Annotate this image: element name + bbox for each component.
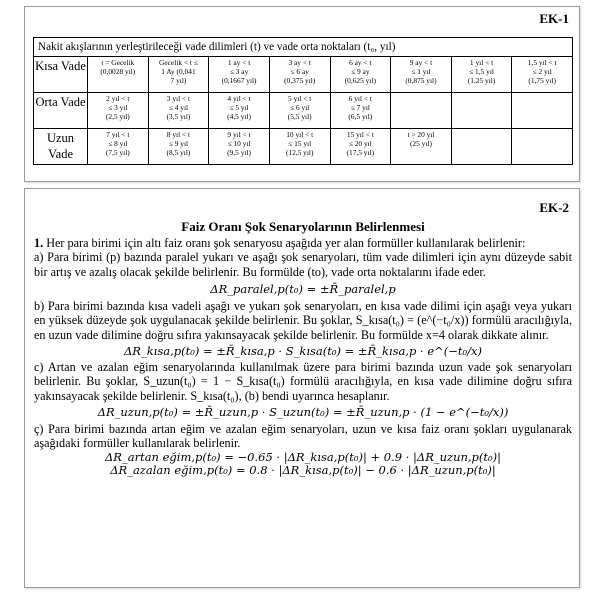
annex-2-body <box>34 220 572 477</box>
cell-line: 15 yıl < t <box>346 130 374 139</box>
row-header: Uzun Vade <box>34 129 88 165</box>
cell-line: ≤ 10 yıl <box>227 139 251 148</box>
maturity-bucket-cell <box>269 57 330 93</box>
formula-short: ΔR_kısa,p(t₀) = ±R̄_kısa,p · S_kısa(t₀) = ±R̄_kısa,p · e^(−t₀/x) <box>124 344 482 358</box>
cell-line: ≤ 9 ay <box>351 67 370 76</box>
paragraph-c: c) Artan ve azalan eğim senaryolarında kullanılmak üzere para birimi bazında uzun vade şok senaryoları belirlenir. Bu şoklar, S_uzun(t₀) = 1 − S_kısa(t₀) formülü aracılığıyla, en kısa vade dilimine doğru sıfıra yakınsayacak şekilde belirlenir. S_kısa(t₀), (b) bendi uyarınca hesaplanır. <box>34 359 572 403</box>
cell-line: 2 yıl < t <box>106 94 130 103</box>
formula-parallel: ΔR_paralel,p(t₀) = ±R̄_paralel,p <box>210 282 396 296</box>
maturity-bucket-cell <box>451 57 512 93</box>
table-row <box>34 57 573 93</box>
maturity-bucket-cell <box>391 129 452 165</box>
maturity-bucket-cell <box>148 93 209 129</box>
maturity-buckets-table <box>33 37 573 165</box>
maturity-bucket-cell <box>512 57 573 93</box>
cell-line: ≤ 7 yıl <box>350 103 370 112</box>
paragraph-d: ç) Para birimi bazında artan eğim ve azalan eğim senaryoları, uzun ve kısa faiz oranı şokları uygulanarak aşağıdaki formüller kullanılarak belirlenir. <box>34 421 572 450</box>
empty-cell <box>391 93 452 129</box>
cell-line: 4 yıl < t <box>227 94 251 103</box>
table-row <box>34 129 573 165</box>
cell-line: (0,1667 yıl) <box>221 76 257 85</box>
row-header: Kısa Vade <box>34 57 88 93</box>
cell-line: (7,5 yıl) <box>105 148 130 157</box>
cell-line: ≤ 3 ay <box>229 67 249 76</box>
annex-2-page <box>24 188 580 588</box>
cell-line: (0,375 yıl) <box>284 76 316 85</box>
cell-line: 1,5 yıl < t <box>527 58 557 67</box>
cell-line: 1 ay < t <box>227 58 251 67</box>
maturity-bucket-cell <box>209 129 270 165</box>
cell-line: (1,75 yıl) <box>528 76 556 85</box>
annex-1-page <box>24 6 580 182</box>
cell-line: 3 yıl < t <box>166 94 191 103</box>
empty-cell <box>451 93 512 129</box>
cell-line: (25 yıl) <box>409 139 432 148</box>
cell-line: 1 yıl < t <box>469 58 494 67</box>
maturity-bucket-cell <box>88 129 149 165</box>
cell-line: 6 yıl < t <box>348 94 372 103</box>
formula-flattener: ΔR_azalan eğim,p(t₀) = 0.8 · |ΔR_kısa,p(t₀)| − 0.6 · |ΔR_uzun,p(t₀)| <box>110 462 496 477</box>
cell-line: Gecelik < t ≤ <box>159 58 198 67</box>
table-caption: Nakit akışlarının yerleştirileceği vade dilimleri (t) ve vade orta noktaları (t₀, yıl) <box>34 38 573 57</box>
maturity-bucket-cell <box>148 57 209 93</box>
maturity-bucket-cell <box>148 129 209 165</box>
cell-line: 3 ay < t <box>288 58 311 67</box>
maturity-bucket-cell <box>209 93 270 129</box>
table-row <box>34 93 573 129</box>
cell-line: t > 20 yıl <box>407 130 435 139</box>
formula-steepener: ΔR_artan eğim,p(t₀) = −0.65 · |ΔR_kısa,p(t₀)| + 0.9 · |ΔR_uzun,p(t₀)| <box>105 449 501 464</box>
cell-line: (17,5 yıl) <box>346 148 375 157</box>
cell-line: (5,5 yıl) <box>287 112 312 121</box>
cell-line: ≤ 8 yıl <box>108 139 128 148</box>
cell-line: (12,5 yıl) <box>285 148 314 157</box>
cell-line: (9,5 yıl) <box>227 148 251 157</box>
cell-line: (8,5 yıl) <box>166 148 191 157</box>
maturity-bucket-cell <box>88 57 149 93</box>
maturity-bucket-cell <box>269 129 330 165</box>
cell-line: (1,25 yıl) <box>467 76 496 85</box>
cell-line: ≤ 20 yıl <box>348 139 372 148</box>
cell-line: (3,5 yıl) <box>166 112 191 121</box>
cell-line: (0,0028 yıl) <box>100 67 136 76</box>
cell-line: 5 yıl < t <box>288 94 312 103</box>
empty-cell <box>451 129 512 165</box>
section-title: Faiz Oranı Şok Senaryolarının Belirlenmesi <box>181 219 425 234</box>
cell-line: ≤ 5 yıl <box>229 103 249 112</box>
cell-line: 9 yıl < t <box>227 130 251 139</box>
maturity-bucket-cell <box>391 57 452 93</box>
maturity-bucket-cell <box>330 57 391 93</box>
formula-long: ΔR_uzun,p(t₀) = ±R̄_uzun,p · S_uzun(t₀) = ±R̄_uzun,p · (1 − e^(−t₀/x)) <box>97 405 509 419</box>
cell-line: 6 ay < t <box>349 58 372 67</box>
cell-line: (4,5 yıl) <box>227 112 251 121</box>
cell-line: ≤ 1,5 yıl <box>469 67 494 76</box>
cell-line: ≤ 9 yıl <box>168 139 189 148</box>
cell-line: ≤ 3 yıl <box>108 103 128 112</box>
cell-line: 8 yıl < t <box>166 130 191 139</box>
cell-line: 10 yıl < t <box>286 130 314 139</box>
cell-line: (6,5 yıl) <box>348 112 373 121</box>
paragraph-b: b) Para birimi bazında kısa vadeli aşağı ve yukarı şok senaryoları, en kısa vade dilimi için aşağı veya yukarı en yüksek düzeyde şok uygulanacak şekilde belirlenir. Bu şoklar, S_kısa(t₀) = (e^(−t₀/x)) formülü aracılığıyla, en uzun vade dilimine doğru sıfıra yakınsayacak şekilde belirlenir. Bu formülde x=4 olarak dikkate alınır. <box>34 298 572 342</box>
cell-line: (0,875 yıl) <box>405 76 437 85</box>
maturity-bucket-cell <box>209 57 270 93</box>
cell-line: ≤ 4 yıl <box>168 103 189 112</box>
paragraph-1: 1. Her para birimi için altı faiz oranı şok senaryosu aşağıda yer alan formüller kullanılarak belirlenir: <box>34 235 526 250</box>
cell-line: (2,5 yıl) <box>105 112 130 121</box>
paragraph-number: 1. <box>34 235 44 250</box>
annex-label: EK-1 <box>539 11 569 26</box>
row-header: Orta Vade <box>34 93 88 129</box>
cell-line: t = Gecelik <box>101 58 135 67</box>
maturity-bucket-cell <box>330 129 391 165</box>
cell-line: (0,625 yıl) <box>344 76 376 85</box>
cell-line: ≤ 6 yıl <box>290 103 310 112</box>
cell-line: 7 yıl) <box>170 76 187 85</box>
empty-cell <box>512 93 573 129</box>
cell-line: 1 Ay (0,041 <box>161 67 196 76</box>
empty-cell <box>512 129 573 165</box>
cell-line: ≤ 2 yıl <box>532 67 552 76</box>
cell-line: ≤ 15 yıl <box>288 139 312 148</box>
cell-line: ≤ 1 yıl <box>411 67 431 76</box>
maturity-bucket-cell <box>330 93 391 129</box>
maturity-bucket-cell <box>88 93 149 129</box>
paragraph-a: a) Para birimi (p) bazında paralel yukarı ve aşağı şok senaryoları, tüm vade dilimleri için aynı düzeyde sabit bir artış ve azalış olacak şekilde belirlenir. Bu formülde (to), vade orta noktalarını ifade eder. <box>34 250 572 279</box>
cell-line: ≤ 6 ay <box>290 67 309 76</box>
maturity-bucket-cell <box>269 93 330 129</box>
cell-line: 9 ay < t <box>409 58 433 67</box>
cell-line: 7 yıl < t <box>106 130 130 139</box>
annex-label: EK-2 <box>539 200 569 215</box>
